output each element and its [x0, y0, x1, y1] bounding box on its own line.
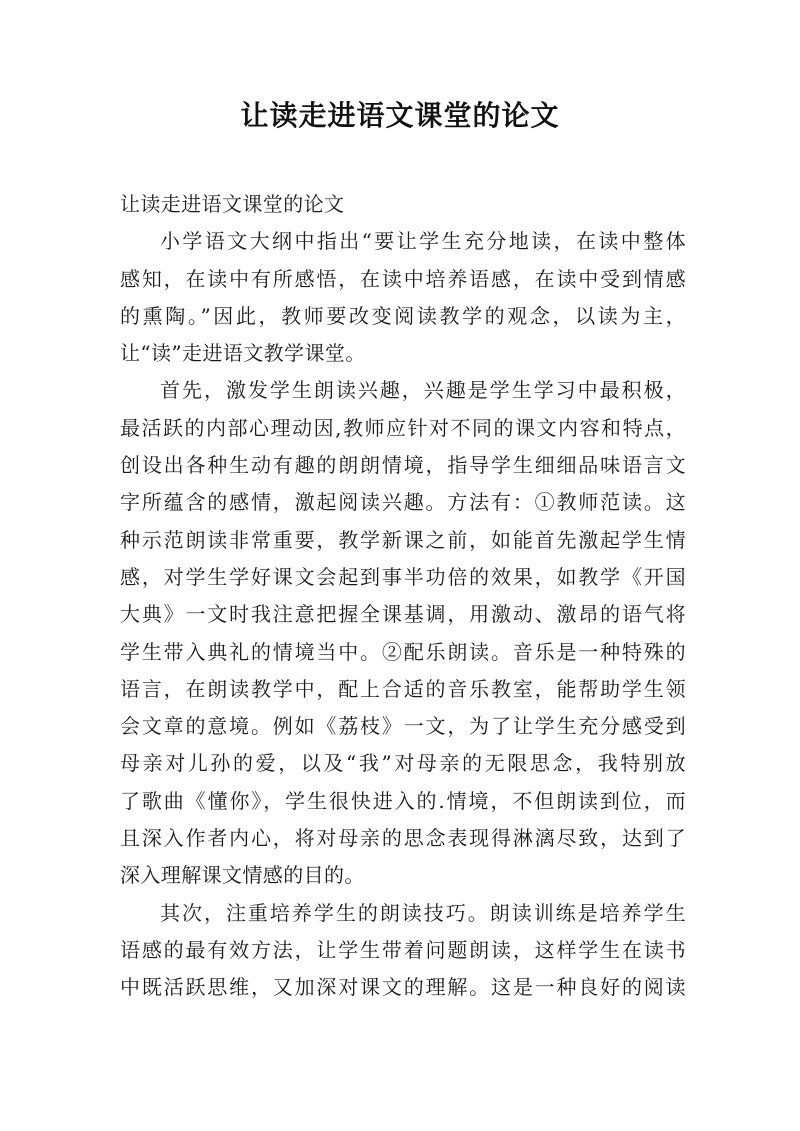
paragraph-1-line-1: 小学语文大纲中指出“要让学生充分地读，在读中整体: [160, 229, 686, 254]
paragraph-3-line-3: 中既活跃思维，又加深对课文的理解。这是一种良好的阅读: [120, 975, 686, 1000]
paragraph-2-line-4: 字所蕴含的感情，激起阅读兴趣。方法有：①教师范读。这: [120, 490, 686, 515]
paragraph-2-line-5: 种示范朗读非常重要，教学新课之前，如能首先激起学生情: [120, 527, 686, 552]
paragraph-2-line-14: 深入理解课文情感的目的。: [120, 863, 365, 888]
paragraph-3: [120, 895, 686, 1007]
paragraph-1-line-4: 让“读”走进语文教学课堂。: [120, 341, 366, 366]
paragraph-2-line-1: 首先，激发学生朗读兴趣，兴趣是学生学习中最积极，: [160, 378, 686, 403]
subtitle-line: 让读走进语文课堂的论文: [120, 192, 345, 216]
paragraph-2-line-11: 母亲对儿孙的爱，以及“我”对母亲的无限思念，我特别放: [120, 751, 686, 776]
paragraph-2-line-3: 创设出各种生动有趣的朗朗情境，指导学生细细品味语言文: [120, 453, 686, 478]
paragraph-2: [120, 372, 686, 894]
document-body: [120, 186, 686, 1007]
paragraph-2-line-2: 最活跃的内部心理动因,教师应针对不同的课文内容和特点，: [120, 415, 686, 440]
paragraph-1: [120, 223, 686, 372]
document-title: 让读走进语文课堂的论文: [240, 99, 560, 132]
paragraph-1-line-2: 感知，在读中有所感悟，在读中培养语感，在读中受到情感: [120, 266, 686, 291]
document-subtitle: [120, 186, 686, 223]
paragraph-3-line-1: 其次，注重培养学生的朗读技巧。朗读训练是培养学生: [160, 900, 686, 925]
paragraph-2-line-9: 语言，在朗读教学中，配上合适的音乐教室，能帮助学生领: [120, 676, 686, 701]
paragraph-2-line-7: 大典》一文时我注意把握全课基调，用激动、激昂的语气将: [120, 602, 686, 627]
paragraph-2-line-12: 了歌曲《懂你》，学生很快进入的.情境，不但朗读到位，而: [120, 788, 686, 813]
paragraph-2-line-13: 且深入作者内心，将对母亲的思念表现得淋漓尽致，达到了: [120, 826, 686, 851]
paragraph-1-line-3: 的熏陶。”因此，教师要改变阅读教学的观念，以读为主，: [120, 303, 686, 328]
paragraph-2-line-10: 会文章的意境。例如《荔枝》一文，为了让学生充分感受到: [120, 714, 686, 739]
paragraph-2-line-6: 感，对学生学好课文会起到事半功倍的效果，如教学《开国: [120, 564, 686, 589]
paragraph-2-line-8: 学生带入典礼的情境当中。②配乐朗读。音乐是一种特殊的: [120, 639, 686, 664]
paragraph-3-line-2: 语感的最有效方法，让学生带着问题朗读，这样学生在读书: [120, 937, 686, 962]
